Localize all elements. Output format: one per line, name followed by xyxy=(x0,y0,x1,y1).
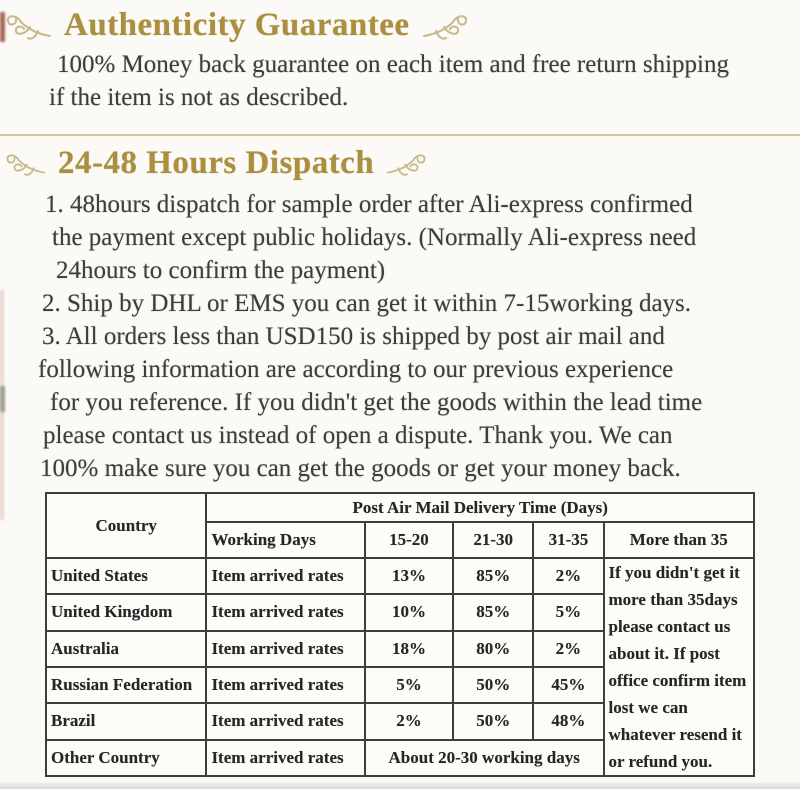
rates-label-cell: Item arrived rates xyxy=(206,558,364,594)
table-header-row-1 xyxy=(46,493,754,522)
rate-cell: 2% xyxy=(533,558,603,594)
dispatch-heading xyxy=(0,143,800,183)
delivery-header-cell: Post Air Mail Delivery Time (Days) xyxy=(206,493,754,522)
working-days-header-cell: Working Days xyxy=(206,522,364,558)
rate-cell: 50% xyxy=(453,703,533,739)
dispatch-title: 24-48 Hours Dispatch xyxy=(58,145,375,181)
country-cell: United Kingdom xyxy=(46,594,206,630)
country-cell: Other Country xyxy=(46,740,206,776)
rates-label-cell: Item arrived rates xyxy=(206,703,364,739)
rate-cell: 48% xyxy=(533,703,603,739)
rate-cell: 10% xyxy=(365,594,453,630)
note-line: If you didn't get it xyxy=(608,563,740,582)
dispatch-paragraph xyxy=(0,188,800,485)
text-line: please contact us instead of open a dispute. Thank you. We can xyxy=(43,422,673,449)
rate-cell: 13% xyxy=(365,558,453,594)
flourish-left-icon xyxy=(4,7,52,43)
text-line: if the item is not as described. xyxy=(49,84,349,111)
rates-label-cell: Item arrived rates xyxy=(206,740,364,776)
text-line: 2. Ship by DHL or EMS you can get it within 7-15working days. xyxy=(42,290,692,317)
range-header-cell: 21-30 xyxy=(453,522,533,558)
note-line: please contact us xyxy=(608,617,731,636)
country-cell: Brazil xyxy=(46,703,206,739)
flourish-right-icon xyxy=(422,7,470,43)
country-cell: Australia xyxy=(46,631,206,667)
text-line: 24hours to confirm the payment) xyxy=(56,257,386,284)
bottom-edge-strip xyxy=(0,782,800,789)
rate-cell: 85% xyxy=(453,594,533,630)
rate-cell: 50% xyxy=(453,667,533,703)
country-cell: Russian Federation xyxy=(46,667,206,703)
country-header-cell: Country xyxy=(46,493,206,558)
table-row xyxy=(46,558,754,594)
rates-label-cell: Item arrived rates xyxy=(206,594,364,630)
rate-cell: 2% xyxy=(365,703,453,739)
text-line: following information are according to our previous experience xyxy=(38,356,674,383)
authenticity-title: Authenticity Guarantee xyxy=(64,7,410,43)
flourish-left-icon xyxy=(4,146,46,180)
note-line: or refund you. xyxy=(608,752,713,771)
lost-item-note-cell xyxy=(604,558,755,776)
text-line: 3. All orders less than USD150 is shipped by post air mail and xyxy=(42,323,665,350)
rates-label-cell: Item arrived rates xyxy=(206,631,364,667)
rate-cell: 45% xyxy=(533,667,603,703)
rate-cell: 18% xyxy=(365,631,453,667)
rates-label-cell: Item arrived rates xyxy=(206,667,364,703)
flourish-right-icon xyxy=(386,146,428,180)
authenticity-heading xyxy=(0,0,800,45)
range-header-cell: 31-35 xyxy=(533,522,603,558)
text-line: 100% Money back guarantee on each item and free return shipping xyxy=(57,51,729,78)
rate-cell: 2% xyxy=(533,631,603,667)
range-header-cell: 15-20 xyxy=(365,522,453,558)
authenticity-paragraph xyxy=(0,48,800,114)
text-line: 100% make sure you can get the goods or get your money back. xyxy=(40,455,681,482)
text-line: the payment except public holidays. (Normally Ali-express need xyxy=(52,224,697,251)
rate-cell: 5% xyxy=(365,667,453,703)
range-header-cell: More than 35 xyxy=(604,522,755,558)
delivery-time-table xyxy=(45,492,755,777)
rate-cell: 5% xyxy=(533,594,603,630)
note-line: lost we can xyxy=(608,698,688,717)
rate-cell: 80% xyxy=(453,631,533,667)
text-line: 1. 48hours dispatch for sample order after Ali-express confirmed xyxy=(45,191,693,218)
note-line: whatever resend it xyxy=(608,725,742,744)
note-line: office confirm item xyxy=(608,671,747,690)
note-line: more than 35days xyxy=(608,590,738,609)
rate-cell: 85% xyxy=(453,558,533,594)
other-country-duration-cell: About 20-30 working days xyxy=(365,740,604,776)
country-cell: United States xyxy=(46,558,206,594)
section-divider xyxy=(0,134,800,136)
text-line: for you reference. If you didn't get the goods within the lead time xyxy=(50,389,703,416)
note-line: about it. If post xyxy=(608,644,720,663)
